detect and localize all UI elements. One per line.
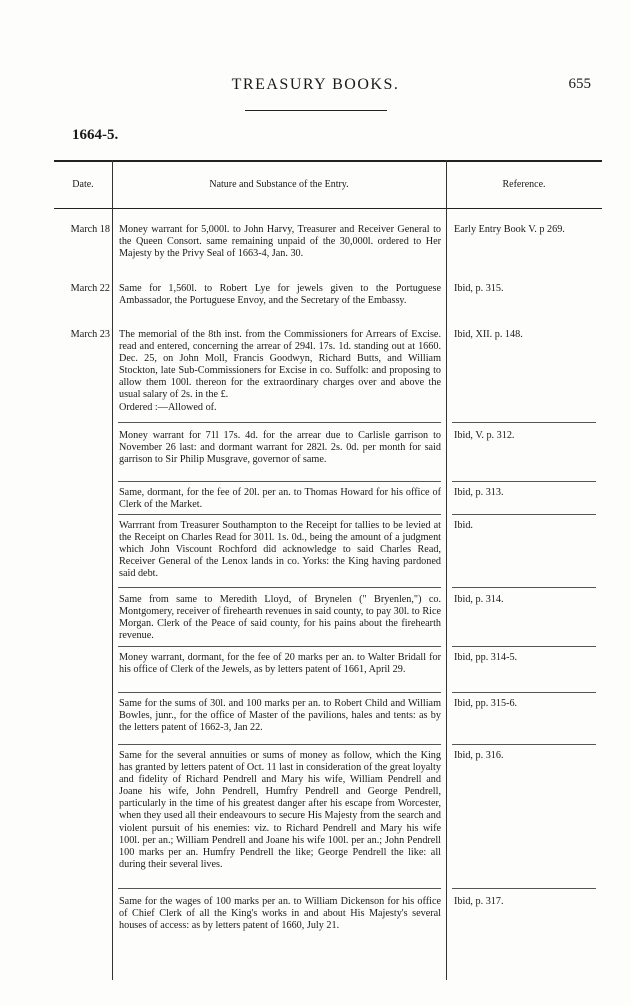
- entry-reference: Ibid.: [454, 520, 473, 531]
- row-separator: [118, 481, 441, 482]
- entry-ordered: Ordered :—Allowed of.: [119, 401, 217, 413]
- entry-date: March 18: [70, 224, 110, 235]
- row-separator: [118, 888, 441, 889]
- entry-reference: Ibid, p. 315.: [454, 283, 504, 294]
- entry-text: Money warrant, dormant, for the fee of 20 marks per an. to Walter Bridall for his office of Clerk of the Jewels, as by letters patent of 1661, April 29.: [119, 652, 441, 676]
- entry-reference: Ibid, XII. p. 148.: [454, 329, 523, 340]
- table-header-rule: [54, 208, 602, 209]
- row-separator: [452, 744, 596, 745]
- column-header-date: Date.: [72, 179, 94, 190]
- running-head: [0, 76, 631, 98]
- entry-text: Same for the several annuities or sums of money as follow, which the King has granted by letters patent of Oct. 11 last in consideration of the great loyalty and fidelity of Richard Pendrell and Mary his wife, William Pendrell and Joane his wife, John Pendrell, Humfry Pendrell and George Pendrell, particularly in the time of his greatest danger after his escape from Worcester, when they used all their endeavours to secure His Majesty from the search and violent pursuit of his enemies: viz. to Richard Pendrell and Mary his wife 100l. per an.; William Pendrell and Joane his wife 100l. per an.; John Pendrell 100 marks per an. Humfry Pendrell the like; George Pendrell the like: all during their several lives.: [119, 750, 441, 870]
- column-divider-reference: [446, 160, 447, 980]
- header-rule: [245, 110, 387, 111]
- page-number: 655: [568, 76, 591, 92]
- entry-text: Money warrant for 71l 17s. 4d. for the arrear due to Carlisle garrison to November 26 last: and dormant warrant for 282l. 2s. 0d. per month for said garrison to Sir Philip Musgrave, governor of same.: [119, 430, 441, 466]
- entry-reference: Ibid, V. p. 312.: [454, 430, 515, 441]
- row-separator: [118, 587, 441, 588]
- entry-date: March 22: [70, 283, 110, 294]
- table-top-rule: [54, 160, 602, 162]
- row-separator: [452, 422, 596, 423]
- entry-reference: Ibid, p. 314.: [454, 594, 504, 605]
- entry-text: [119, 329, 441, 414]
- entries-table: [54, 160, 602, 980]
- column-divider-date: [112, 160, 113, 980]
- row-separator: [118, 422, 441, 423]
- row-separator: [452, 481, 596, 482]
- row-separator: [118, 646, 441, 647]
- entry-reference: Ibid, pp. 315-6.: [454, 698, 518, 709]
- row-separator: [452, 514, 596, 515]
- entry-text: Money warrant for 5,000l. to John Harvy, Treasurer and Receiver General to the Queen Consort. same remaining unpaid of the 30,000l. ordered to Her Majesty by the Privy Seal of 1663-4, Jan. 30.: [119, 224, 441, 260]
- row-separator: [118, 514, 441, 515]
- row-separator: [452, 646, 596, 647]
- running-title: TREASURY BOOKS.: [231, 76, 400, 93]
- entry-text: Same for 1,560l. to Robert Lye for jewels given to the Portuguese Ambassador, the Portuguese Envoy, and the Secretary of the Embassy.: [119, 283, 441, 307]
- entry-reference: Ibid, p. 316.: [454, 750, 504, 761]
- entry-text: Same, dormant, for the fee of 20l. per an. to Thomas Howard for his office of Clerk of the Market.: [119, 487, 441, 511]
- row-separator: [452, 888, 596, 889]
- entry-text: Same from same to Meredith Lloyd, of Brynelen (" Bryenlen,") co. Montgomery, receiver of firehearth revenues in said county, to pay 30l. to Rice Morgan. Clerk of the Peace of said county, for his pains about the firehearth revenue.: [119, 594, 441, 642]
- entry-date: March 23: [70, 329, 110, 340]
- entry-text: Same for the wages of 100 marks per an. to William Dickenson for his office of Chief Clerk of all the King's works in and about His Majesty's several houses of access: as by letters patent of 1660, July 21.: [119, 896, 441, 932]
- entry-reference: Ibid, pp. 314-5.: [454, 652, 518, 663]
- row-separator: [452, 692, 596, 693]
- entry-body: The memorial of the 8th inst. from the Commissioners for Arrears of Excise. read and entered, concerning the arrear of 294l. 17s. 1d. standing out at 1660. Dec. 25, on John Moll, Francis Goodwyn, Richard Butts, and William Stockton, late Sub-Commissioners for Excise in co. Suffolk: and proposing to allow them 100l. thereon for the extraordinary charges over and above the usual salary of 2s. in the £.: [119, 329, 441, 401]
- column-header-reference: Reference.: [502, 179, 546, 190]
- row-separator: [118, 744, 441, 745]
- entry-reference: Ibid, p. 317.: [454, 896, 504, 907]
- entry-reference: Early Entry Book V. p 269.: [454, 224, 565, 235]
- year-heading: 1664-5.: [72, 127, 119, 143]
- entry-text: Warrrant from Treasurer Southampton to the Receipt for tallies to be levied at the Receipt on Charles Read for 301l. 1s. 0d., being the amount of a judgment which John Viscount Rochford did acknowledge to said Charles Read, Receiver General of the Lenox lands in co. Yorks: the King having pardoned said debt.: [119, 520, 441, 580]
- entry-text: Same for the sums of 30l. and 100 marks per an. to Robert Child and William Bowles, junr., for the office of Master of the pavilions, hales and tents: as by the letters patent of 1662-3, Jan 22.: [119, 698, 441, 734]
- row-separator: [118, 692, 441, 693]
- row-separator: [452, 587, 596, 588]
- entry-reference: Ibid, p. 313.: [454, 487, 504, 498]
- column-header-nature: Nature and Substance of the Entry.: [209, 179, 349, 190]
